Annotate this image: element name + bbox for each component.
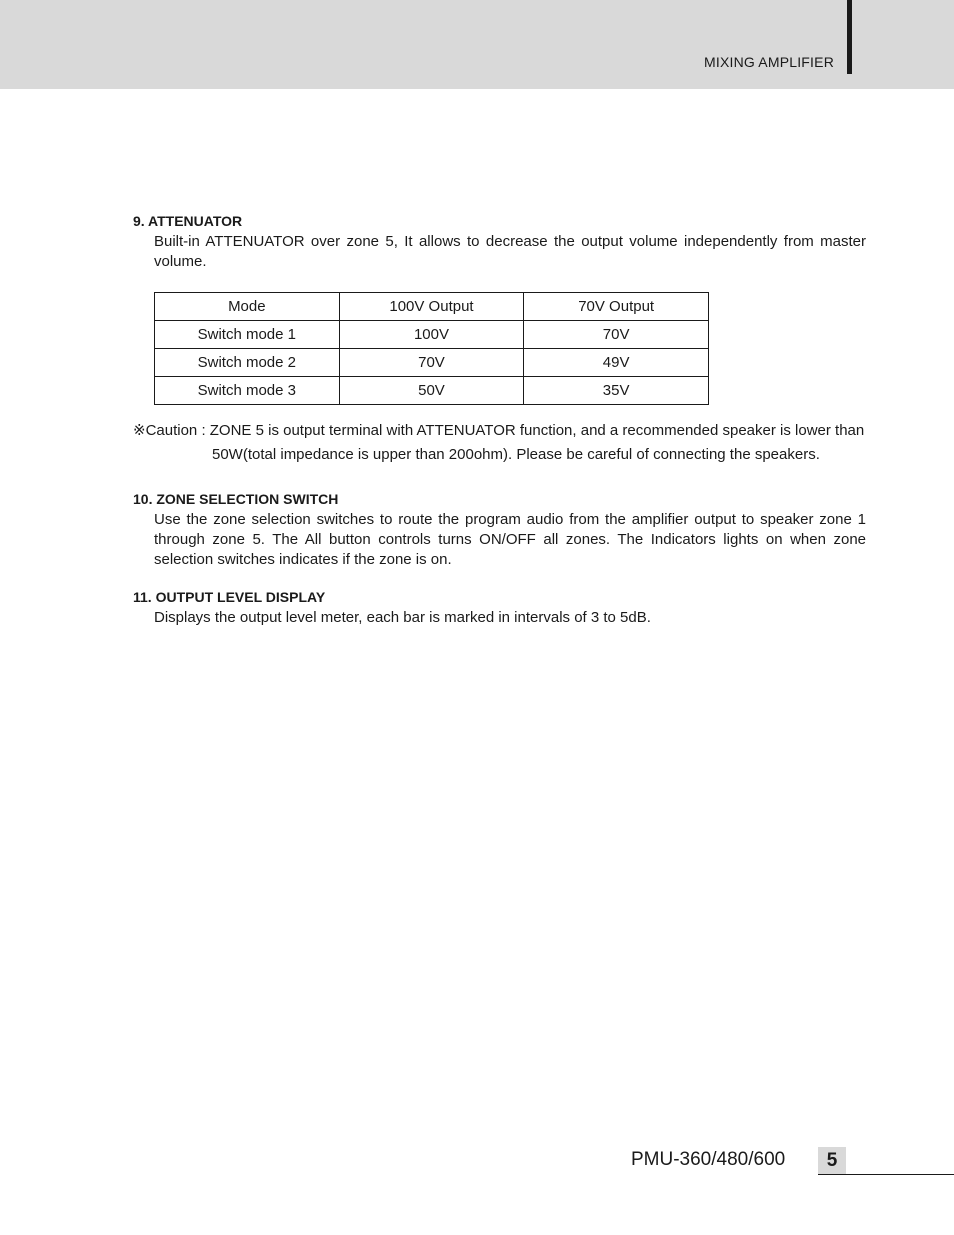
- table-cell: 70V: [524, 321, 709, 349]
- attenuator-table: [154, 292, 709, 405]
- attenuator-body: Built-in ATTENUATOR over zone 5, It allows to decrease the output volume independently from master volume.: [154, 233, 866, 270]
- table-header-row: [155, 293, 709, 321]
- table-header-cell: 100V Output: [339, 293, 524, 321]
- footer-rule: [818, 1174, 954, 1175]
- table-row: [155, 321, 709, 349]
- table-cell: 100V: [339, 321, 524, 349]
- attenuator-title: 9. ATTENUATOR: [133, 213, 243, 229]
- table-cell: 50V: [339, 377, 524, 405]
- page-number: 5: [818, 1147, 846, 1174]
- caution-note: [133, 419, 873, 467]
- zone-selection-body: Use the zone selection switches to route the program audio from the amplifier output to speaker zone 1 through zone 5. The All button controls turns ON/OFF all zones. The Indicators lights on when zone selection switches indicates if the zone is on.: [154, 511, 866, 568]
- header-title: MIXING AMPLIFIER: [704, 54, 834, 70]
- caution-line-1: ※Caution : ZONE 5 is output terminal with ATTENUATOR function, and a recommended speaker is lower than: [133, 422, 865, 439]
- page-header: [0, 0, 954, 89]
- table-row: [155, 349, 709, 377]
- output-level-title: 11. OUTPUT LEVEL DISPLAY: [133, 589, 326, 605]
- table-cell: 70V: [339, 349, 524, 377]
- caution-line-2: 50W(total impedance is upper than 200ohm). Please be careful of connecting the speakers.: [212, 446, 820, 463]
- table-cell: 35V: [524, 377, 709, 405]
- header-divider: [847, 0, 852, 74]
- output-level-body: Displays the output level meter, each bar is marked in intervals of 3 to 5dB.: [154, 609, 651, 626]
- table-row: [155, 377, 709, 405]
- table-cell: Switch mode 1: [155, 321, 340, 349]
- zone-selection-title: 10. ZONE SELECTION SWITCH: [133, 491, 339, 507]
- table-cell: Switch mode 3: [155, 377, 340, 405]
- table-cell: Switch mode 2: [155, 349, 340, 377]
- table-header-cell: 70V Output: [524, 293, 709, 321]
- footer-model: PMU-360/480/600: [631, 1149, 786, 1170]
- table-header-cell: Mode: [155, 293, 340, 321]
- table-cell: 49V: [524, 349, 709, 377]
